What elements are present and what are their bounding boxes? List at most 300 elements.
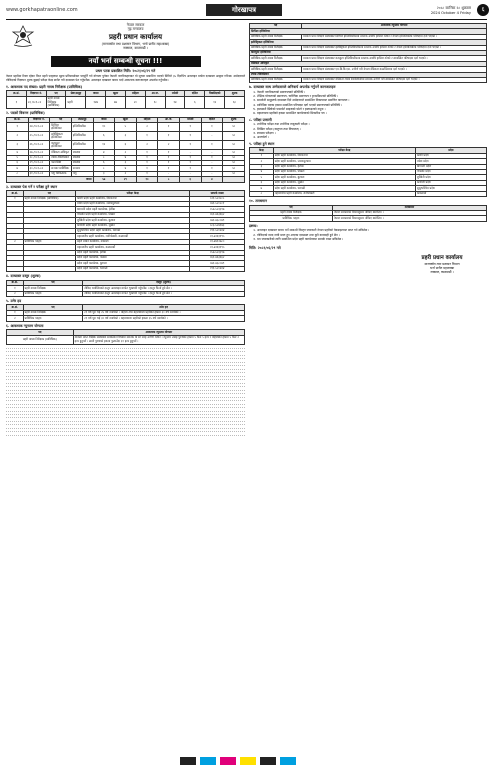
table-header-cell: खुला <box>115 117 137 122</box>
right-column <box>249 23 487 291</box>
signature-block <box>249 251 487 291</box>
table-cell: २१ वर्ष पूरा भई २५ वर्ष ननाघेको । महिला तथा बहालवाला प्रहरीको हकमा ३० वर्ष ननाघेको । <box>83 310 245 315</box>
table-header-cell: परीक्षा केन्द्र <box>76 191 190 196</box>
table-cell: ५० <box>223 155 245 160</box>
table-cell: २ <box>7 132 29 141</box>
table-cell: पशु चिकित्सक <box>50 171 72 176</box>
table-cell: १ <box>201 155 223 160</box>
table-cell: १ <box>7 310 24 315</box>
table-cell: १ <box>7 286 24 291</box>
table-cell: सञ्चार <box>71 166 93 171</box>
table-cell: प्राविधिक पदहरु <box>23 239 75 244</box>
signature-line1: मानवस्रोत तथा प्रशासन विभाग <box>424 261 460 266</box>
table-cell: १ <box>180 141 202 150</box>
table-row <box>7 96 245 109</box>
table-group-title: इलेक्ट्रिकल इन्जिनियर <box>250 40 487 45</box>
table-cell: २ <box>7 291 24 296</box>
section6-title: ६. आवश्यक न्यूनतम योग्यता <box>6 323 44 328</box>
section10-title: १०. तलबमान <box>249 199 267 204</box>
table-cell: प्रदेश प्रहरी कार्यालय, बुटवल <box>76 261 190 266</box>
table-cell: १ <box>136 161 158 166</box>
header-rule <box>6 19 487 20</box>
table-cell: ०२१-५२२२८८ <box>190 196 245 201</box>
table-cell: १ <box>158 150 180 155</box>
table-cell: ६ <box>93 161 115 166</box>
table-cell: - <box>201 161 223 166</box>
table-header-cell: उपसमूह <box>71 117 93 122</box>
table-cell: - <box>201 132 223 141</box>
table-cell: ७ <box>250 186 274 191</box>
table-cell: ४ <box>115 166 137 171</box>
section4-title: ४. दरखास्त दस्तुर (शुल्क) <box>6 274 41 279</box>
table-cell: ५ <box>250 175 274 180</box>
table-header-cell: पद <box>23 191 75 196</box>
table-header-cell: दलित <box>185 91 205 96</box>
table-cell: १ <box>180 155 202 160</box>
table-cell: ल्याब टेक्निसियन <box>50 155 72 160</box>
table-header-cell: क्र.सं. <box>7 191 24 196</box>
table-cell: २ <box>136 123 158 132</box>
table-header-cell: पद <box>250 24 302 29</box>
office-line4: नक्साल, काठमाडौं । <box>123 45 148 50</box>
table-cell: प्रदेश प्रहरी कार्यालय, जनकपुरधाम <box>273 159 415 164</box>
section2-title: २. पदको विवरण (प्राविधिक) <box>6 111 45 116</box>
table-cell: १ <box>180 132 202 141</box>
table-cell: १४ <box>165 96 185 109</box>
table-cell: १ <box>158 155 180 160</box>
section5-title: ५. उमेर हद <box>6 298 22 303</box>
intro-paragraph: नेपाल प्रहरीमा रिक्त रहेका निम्न प्रहरी पदहरुमा खुला प्रतिस्पर्धाबाट पदपूर्ति गर्न योग्यता पुगेका नेपाली नागरिकहरुबाट यो सूचना प्रकाशित भएको मितिले ३५ दिनभित्र अनलाइन मार्फत दरखास्त आह्वान गरिन्छ। उम्मेदवारले तोकिएको विज्ञापन शुल्क बुझाई परीक्षा केन्द्र छनौट गरी दरखास्त पेश गर्नुपर्नेछ। अनलाइन दरखास्त फारम भर्दा आवश्यक कागजातहरु अपलोड गर्नुपर्नेछ। <box>6 74 245 82</box>
table-cell: ५० <box>223 123 245 132</box>
table-cell: स्वास्थ्य <box>71 161 93 166</box>
section3-title: ३. दरखास्त पेश गर्ने र परीक्षा हुने स्थान <box>6 184 58 189</box>
table-cell: प्रदेश प्रहरी कार्यालय, पोखरा <box>273 170 415 175</box>
table-cell: ४ <box>93 150 115 155</box>
table-cell: नेपाल सरकारको नियमानुसार तोकिए बमोजिम । <box>332 210 486 215</box>
table-row <box>7 132 245 141</box>
list-item: 3. समावेशी समूहतर्फ दरखास्त दिने उम्मेदवारले सम्बन्धित निकायबाट प्रमाणित कागजात । <box>257 99 487 103</box>
table-cell: मान्यता प्राप्त शैक्षिक संस्थाबाट सम्बन्धित विषयमा स्नातक वा सो सरह उत्तीर्ण गरेको । न्यूनतम उचाइ पुरुषको हकमा ५ फिट ५ इन्च र महिलाको हकमा ५ फिट २ इन्च हुनुपर्ने । छाती पुरुषको हकमा फुलाउँदा ३१ इन्च हुनुपर्ने । <box>73 335 244 344</box>
table-header-cell: पद <box>46 91 66 96</box>
list-item: 3. स्वास्थ्य परीक्षण । <box>257 132 487 136</box>
site-url[interactable]: www.gorkhapatraonline.com <box>6 6 78 13</box>
section8-title: ८. परीक्षा प्रणाली <box>249 117 272 122</box>
table-cell: ४ <box>115 155 137 160</box>
section1-table <box>6 90 245 109</box>
table-total-cell <box>223 177 245 182</box>
qualification-lines <box>6 346 245 436</box>
table-cell: कर्णाली प्रदेश <box>415 180 486 185</box>
table-cell: प्रहरी नायब निरीक्षक <box>23 286 83 291</box>
issue-date-np: २०८८ कात्तिक २८ शुक्रबार <box>436 6 471 10</box>
police-emblem-icon <box>10 25 36 47</box>
table-header-cell: सम्पर्क नम्बर <box>190 191 245 196</box>
table-cell: ०७१-४३८०४९ <box>190 218 245 223</box>
table-header-cell: आवश्यक न्यूनतम योग्यता <box>302 24 487 29</box>
table-cell: प्राविधिक पदहरु <box>23 316 83 321</box>
table-cell: ७४ <box>106 96 126 109</box>
table-cell: २ <box>115 150 137 155</box>
table-cell: प्राविधिक प्रहरी नायब निरीक्षक <box>250 56 302 61</box>
table-cell: - <box>180 171 202 176</box>
table-cell: १ <box>7 96 27 109</box>
table-cell: २ <box>250 159 274 164</box>
list-item: 2. शैक्षिक योग्यताको प्रमाणपत्र, चारित्रिक प्रमाणपत्र र ट्रान्सक्रिप्टको प्रतिलिपि । <box>257 95 487 99</box>
list-item: 1. शारीरिक परीक्षा तथा शारीरिक तन्दुरुस्ती परीक्षा । <box>257 123 487 127</box>
table-cell: ४ <box>7 150 29 155</box>
table-cell: प्रहरी <box>66 96 86 109</box>
table-cell: २८ /०८१-८२ <box>28 155 50 160</box>
table-header-cell: आ.ज. <box>158 117 180 122</box>
table-cell: १ <box>158 132 180 141</box>
notice-number: प्रथम पटक प्रकाशित मिति: २०८१/०६/२९ गते <box>95 68 156 73</box>
table-header-cell: पद <box>23 305 83 310</box>
table-cell: फार्मासिष्ट <box>50 161 72 166</box>
table-cell: प्राविधिक पदहरु <box>250 216 333 221</box>
table-cell: ०७१-४३८०४९ <box>190 261 245 266</box>
table-header-cell: उमेर हद <box>83 305 245 310</box>
list-item: 1. नेपाली नागरिकताको प्रमाणपत्रको प्रतिलिपि । <box>257 91 487 95</box>
table-header-cell: केन्द्र <box>250 148 274 153</box>
table-cell: १ <box>136 132 158 141</box>
table-cell: १ <box>201 123 223 132</box>
table-cell: ३ <box>93 171 115 176</box>
signature-line2: भर्ना छनौट महाशाखा <box>429 265 455 270</box>
section8-list <box>249 123 487 140</box>
table-cell: प्रहरी नायब निरीक्षक (प्राविधिक) <box>23 196 75 201</box>
table-cell: २३ /०८१-८२ <box>26 96 46 109</box>
table-header-cell: दलित <box>201 117 223 122</box>
table-cell: सञ्चार प्राविधिक <box>50 166 72 171</box>
table-cell: ३ <box>250 164 274 169</box>
table-cell: २ <box>115 171 137 176</box>
table-cell: मधेश प्रदेश प्रहरी कार्यालय, जनकपुरधाम <box>76 202 190 207</box>
table-header-cell: पिछडिएको <box>205 91 225 96</box>
table-cell: ०५७-५२३३९७ <box>190 250 245 255</box>
table-cell: ५० <box>223 150 245 155</box>
table-total-cell: १० <box>136 177 158 182</box>
section7-title: ७. दरखास्त साथ उम्मेदवारले अनिवार्य अपलोड गर्नुपर्ने कागजातहरु <box>249 85 336 90</box>
table-cell: लुम्बिनी प्रदेश <box>415 175 486 180</box>
table-header-cell: परीक्षा केन्द्र <box>273 148 415 153</box>
table-cell: महानगरीय प्रहरी कार्यालय, रानीपोखरी, काठमाडौं <box>76 234 190 239</box>
left-column <box>6 23 245 436</box>
table-header-cell: क्र.सं. <box>7 91 27 96</box>
footer-date: मिति: २०८१/०६/२९ गते <box>249 245 281 250</box>
list-item: 5. हालसालै खिचेको पासपोर्ट साइजको फोटो र हस्ताक्षरको नमूना । <box>257 108 487 112</box>
table-cell: प्रहरी नायब निरीक्षक <box>23 310 83 315</box>
table-group-title: ल्याब टेक्निसियन <box>250 72 487 77</box>
table-cell: - <box>201 171 223 176</box>
table-cell: प्रदेश प्रहरी कार्यालय, विराटनगर <box>273 153 415 158</box>
table-cell: ६ <box>250 180 274 185</box>
table-header-cell: खुला <box>106 91 126 96</box>
table-group-title: कम्प्युटर इन्जिनियर <box>250 51 487 56</box>
table-header-cell: तलबमान <box>332 205 486 210</box>
table-header-cell: दस्तुर (शुल्क) <box>83 280 245 285</box>
table-cell: काठमाडौं <box>415 191 486 196</box>
table-cell: १० <box>93 123 115 132</box>
table-header-cell: क्र.सं. <box>7 305 24 310</box>
table-header-cell: क्र.सं. <box>7 280 24 285</box>
table-cell: प्रहरी नायब निरीक्षक (प्राविधिक) <box>46 96 66 109</box>
signature-text <box>397 255 487 274</box>
table-cell: १ <box>201 166 223 171</box>
table-cell: - <box>201 150 223 155</box>
table-cell: ६० <box>225 96 245 109</box>
table-cell: ५ <box>115 123 137 132</box>
table-cell: २ <box>7 239 24 244</box>
table-cell: २७ /०८१-८२ <box>28 150 50 155</box>
table-cell: १ <box>180 166 202 171</box>
table-cell: २० <box>125 96 145 109</box>
table-header-cell: मधेशी <box>165 91 185 96</box>
table-cell: १२ <box>93 141 115 150</box>
table-cell: २५ /०८१-८२ <box>28 132 50 141</box>
table-cell: प्रदेश प्रहरी कार्यालय, बुटवल <box>273 175 415 180</box>
table-header-cell: महिला <box>136 117 158 122</box>
table-total-cell: ५७ <box>93 177 115 182</box>
table-cell: १ <box>158 166 180 171</box>
table-cell: कर्णाली प्रदेश प्रहरी कार्यालय, सुर्खेत <box>76 223 190 228</box>
table-cell: ०१-४२६११९५ <box>190 234 245 239</box>
notes-title: द्रष्टव्य: <box>249 223 258 228</box>
print-registration-marks <box>180 757 310 765</box>
table-header-cell: पद <box>250 205 333 210</box>
table-cell: ०४१-५२०२८१ <box>190 202 245 207</box>
table-header-cell: आ.ज. <box>145 91 165 96</box>
table-cell: २६ /०८१-८२ <box>28 141 50 150</box>
table-cell: ०१-४४१२७८० <box>190 239 245 244</box>
table-cell: २ <box>136 141 158 150</box>
table-cell: ०६१-४६३६६२ <box>190 212 245 217</box>
table-cell: इलेक्ट्रिकल इन्जिनियर <box>50 132 72 141</box>
table-cell: ८ <box>93 155 115 160</box>
table-total-row <box>7 177 245 182</box>
table-row <box>7 123 245 132</box>
table-row <box>7 141 245 150</box>
section10-table <box>249 205 487 222</box>
table-cell: १ <box>180 123 202 132</box>
table-cell: बागमती प्रदेश <box>415 164 486 169</box>
issue-date-en: 2024 October 4 Friday <box>430 10 471 15</box>
table-cell: २ <box>7 316 24 321</box>
table-row <box>7 291 245 296</box>
table-cell: प्रदेश प्रहरी कार्यालय, हेटौंडा <box>273 164 415 169</box>
table-cell: १ <box>250 153 274 158</box>
list-item: 4. अन्तर्वार्ता । <box>257 136 487 140</box>
table-cell: पशु <box>71 171 93 176</box>
table-cell: १२ <box>205 96 225 109</box>
table-cell: सिभिल इन्जिनियर <box>50 123 72 132</box>
table-header-cell: पद <box>7 330 74 335</box>
section9-title: ९. परीक्षा हुने स्थान <box>249 141 275 146</box>
table-header-cell: महिला <box>125 91 145 96</box>
table-cell: ७ <box>7 166 29 171</box>
table-cell: प्राविधिक प्रहरी नायब निरीक्षक <box>250 45 302 50</box>
table-cell: मधेश प्रदेश <box>415 159 486 164</box>
table-cell: कम्प्युटर इन्जिनियर <box>50 141 72 150</box>
table-cell: प्रदेश प्रहरी कार्यालय, हेटौंडा <box>76 250 190 255</box>
table-cell: मान्यता प्राप्त शिक्षण संस्थाबाट मेडिकल ल्याब टेक्नोलोजीमा स्नातक उत्तीर्ण गरी सम्बन्धित परिषदमा दर्ता भएको । <box>302 78 487 83</box>
table-row <box>7 266 245 271</box>
table-cell: प्राविधिक प्रहरी नायब निरीक्षक <box>250 67 302 72</box>
table-cell: १८ <box>145 96 165 109</box>
table-cell: ४ <box>250 170 274 175</box>
table-cell: - <box>180 150 202 155</box>
table-total-cell: ८ <box>158 177 180 182</box>
right-qualification-table <box>249 23 487 83</box>
section6-table <box>6 329 245 344</box>
table-row <box>7 316 245 321</box>
table-cell: १ <box>136 171 158 176</box>
table-total-cell: ४ <box>201 177 223 182</box>
table-cell: - <box>158 171 180 176</box>
table-header-cell: विज्ञापन नं. <box>28 117 50 122</box>
table-cell: १ <box>180 161 202 166</box>
table-row <box>250 216 487 221</box>
section9-table <box>249 147 487 197</box>
table-cell: १ <box>7 196 24 201</box>
table-cell: ६ <box>185 96 205 109</box>
table-cell: इन्जिनियरिङ <box>71 132 93 141</box>
table-cell: प्रदेश प्रहरी कार्यालय, सुर्खेत <box>273 180 415 185</box>
table-cell: ५० <box>223 161 245 166</box>
section7-list <box>249 91 487 116</box>
table-cell: सुदूरपश्चिम प्रदेश प्रहरी कार्यालय, धनगढी <box>76 229 190 234</box>
table-row <box>7 335 245 344</box>
table-cell: १ <box>158 123 180 132</box>
table-cell: प्रदेश प्रहरी कार्यालय, धनगढी <box>76 266 190 271</box>
table-cell: १ <box>136 150 158 155</box>
table-total-cell: २९ <box>115 177 137 182</box>
table-group-title: मेडिकल अधिकृत <box>250 61 487 66</box>
table-cell: कोशी प्रदेश <box>415 153 486 158</box>
signature-name: प्रहरी प्रधान कार्यालय <box>421 255 463 261</box>
table-cell: १ <box>136 155 158 160</box>
table-cell: सुदूरपश्चिम प्रदेश <box>415 186 486 191</box>
table-cell: मेडिकल अधिकृत <box>50 150 72 155</box>
table-cell: मान्यता प्राप्त शिक्षण संस्थाबाट एम.बि.बि.एस. उत्तीर्ण गरी नेपाल मेडिकल काउन्सिलमा दर्ता भएको । <box>302 67 487 72</box>
table-cell: ३१ /०८१-८२ <box>28 171 50 176</box>
newspaper-masthead: गोरखापत्र <box>206 4 282 16</box>
table-cell: ३ <box>115 161 137 166</box>
table-cell: प्राविधिक पदहरु <box>23 291 83 296</box>
table-cell: ०१-४२६११९५ <box>190 245 245 250</box>
table-header-cell: प्रदेश <box>415 148 486 153</box>
table-cell: ६ <box>93 132 115 141</box>
section4-table <box>6 280 245 297</box>
table-header-cell: मधेशी <box>180 117 202 122</box>
table-cell: १ <box>158 161 180 166</box>
table-header-cell: शुल्क <box>223 117 245 122</box>
table-cell: २१ वर्ष पूरा भई ३० वर्ष ननाघेको । बहालवाला प्रहरीको हकमा ३५ वर्ष ननाघेको । <box>83 316 245 321</box>
table-header-cell: आवश्यक न्यूनतम योग्यता <box>73 330 244 335</box>
table-cell: २ <box>158 141 180 150</box>
office-name: प्रहरी प्रधान कार्यालय <box>108 32 163 41</box>
table-cell: १ <box>201 141 223 150</box>
table-cell: १४४ <box>86 96 106 109</box>
table-cell: ८ <box>93 166 115 171</box>
table-cell: गण्डकी प्रदेश प्रहरी कार्यालय, पोखरा <box>76 212 190 217</box>
table-cell: ०८३-५२४१७३ <box>190 223 245 228</box>
section5-table <box>6 304 245 321</box>
table-cell: इन्जिनियरिङ <box>71 123 93 132</box>
table-cell <box>23 266 75 271</box>
table-cell: नेपाल सरकारको नियमानुसार तोकिए बमोजिम । <box>332 216 486 221</box>
table-cell: ३ <box>115 132 137 141</box>
table-row <box>250 78 487 83</box>
table-cell: ६ <box>7 161 29 166</box>
table-cell: ०९१-५२०७१४ <box>190 266 245 271</box>
table-header-cell: जम्मा <box>86 91 106 96</box>
table-cell: ३० /०८१-८२ <box>28 166 50 171</box>
table-cell: स्वास्थ्य <box>71 155 93 160</box>
list-item: 3. थप जानकारीको लागि सम्बन्धित प्रदेश प्रहरी कार्यालयमा सम्पर्क राख्न सकिनेछ । <box>257 238 487 242</box>
table-row <box>250 191 487 196</box>
table-cell: ५० <box>223 132 245 141</box>
notes-list <box>249 229 487 241</box>
table-cell: कोशी प्रदेश प्रहरी कार्यालय, विराटनगर <box>76 196 190 201</box>
table-cell: बागमती प्रदेश प्रहरी कार्यालय, हेटौंडा <box>76 207 190 212</box>
table-cell: ५० <box>223 141 245 150</box>
table-cell: ०५७-५२३३९७ <box>190 207 245 212</box>
table-cell: प्रहरी नायब निरीक्षक <box>250 210 333 215</box>
table-cell: प्रदेश प्रहरी कार्यालय, पोखरा <box>76 256 190 261</box>
table-header-cell: पद <box>50 117 72 122</box>
list-item: 6. बहालवाला प्रहरीको हकमा सम्बन्धित कार्यालयको सिफारिस पत्र । <box>257 112 487 116</box>
list-item: 4. प्राविधिक पदका हकमा सम्बन्धित परिषदमा दर्ता भएको प्रमाणपत्रको प्रतिलिपि । <box>257 104 487 108</box>
section1-title: १. आवश्यक पद संख्या: प्रहरी नायब निरीक्षक (प्राविधिक) <box>6 84 83 89</box>
table-header-cell: पद <box>23 280 83 285</box>
table-cell: इन्जिनियरिङ <box>71 141 93 150</box>
list-item: 2. तोकिएको म्याद नाघी प्राप्त हुन आएका दरखास्त उपर कुनै कारबाही हुने छैन । <box>257 234 487 238</box>
table-header-cell: शुल्क <box>225 91 245 96</box>
table-cell: मान्यता प्राप्त शिक्षण संस्थाबाट कम्प्युटर इन्जिनियरिङमा स्नातक उपाधि हासिल गरेको र सम्बन्धित परिषदमा दर्ता भएको । <box>302 56 487 61</box>
table-total-cell: ६ <box>180 177 202 182</box>
table-cell: प्रहरी नायब निरीक्षक (प्राविधिक) <box>7 335 74 344</box>
table-cell: मान्यता प्राप्त शिक्षण संस्थाबाट इलेक्ट्रिकल इन्जिनियरिङमा स्नातक उपाधि हासिल गरेको र नेपाल इन्जिनियरिङ परिषदमा दर्ता भएको । <box>302 45 487 50</box>
signature-line3: नक्साल, काठमाडौं । <box>430 269 454 274</box>
table-header-cell: क्र.सं. <box>7 117 29 122</box>
table-cell <box>7 266 24 271</box>
office-header <box>6 23 245 53</box>
table-cell: स्वास्थ्य <box>71 150 93 155</box>
page-number: ६ <box>477 4 489 16</box>
table-header-cell: विज्ञापन नं. <box>26 91 46 96</box>
table-cell: तोकिए बमोजिमको दस्तुर अनलाइन मार्फत भुक्तानी गर्नुपर्नेछ । दस्तुर फिर्ता हुने छैन । <box>83 291 245 296</box>
table-cell: लुम्बिनी प्रदेश प्रहरी कार्यालय, बुटवल <box>76 218 190 223</box>
table-cell: महानगरीय प्रहरी कार्यालय, काठमाडौं <box>76 245 190 250</box>
table-cell: ०६१-४६३६६२ <box>190 256 245 261</box>
list-item: 1. अनलाइन दरखास्त फारम भर्ने सम्बन्धी विस्तृत जानकारी नेपाल प्रहरीको वेबसाइटबाट प्राप्त गर्न सकिनेछ । <box>257 229 487 233</box>
table-cell: ०९१-५२०७१४ <box>190 229 245 234</box>
table-cell: प्रहरी प्रधान कार्यालय, नक्साल <box>76 239 190 244</box>
table-header-cell: जम्मा <box>93 117 115 122</box>
table-cell: २९ /०८१-८२ <box>28 161 50 166</box>
issue-date <box>431 6 471 15</box>
table-cell: प्राविधिक प्रहरी नायब निरीक्षक <box>250 34 302 39</box>
table-header-cell: सेवा/समूह <box>66 91 86 96</box>
table-group-title: सिभिल इन्जिनियर <box>250 29 487 34</box>
table-cell: १ <box>7 123 29 132</box>
table-cell: तोकिए बमोजिमको दस्तुर अनलाइन मार्फत भुक्तानी गर्नुपर्नेछ । दस्तुर फिर्ता हुने छैन । <box>83 286 245 291</box>
table-cell: प्रदेश प्रहरी कार्यालय, धनगढी <box>273 186 415 191</box>
table-cell: ८ <box>250 191 274 196</box>
table-cell: ६ <box>115 141 137 150</box>
table-cell: १ <box>136 166 158 171</box>
table-cell: २४ /०८१-८२ <box>28 123 50 132</box>
